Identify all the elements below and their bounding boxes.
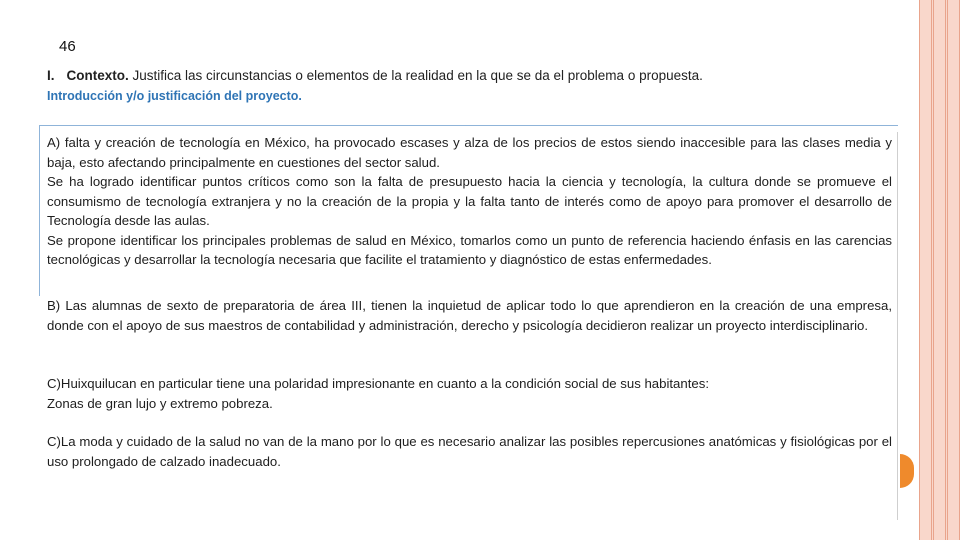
stripe-line [947,0,948,540]
decorative-side-stripes [919,0,960,540]
paragraph-line: A) falta y creación de tecnología en México, ha provocado escases y alza de los precios de estos siendo inaccesible para las clases media y baja, esto afectando principalmente en cuestiones del sector salud. [47,135,892,170]
stripe-line [945,0,946,540]
stripe-line [933,0,934,540]
section-heading [47,68,877,83]
page-number: 46 [59,38,76,55]
stripe-line [931,0,932,540]
subheading: Introducción y/o justificación del proyecto. [47,89,302,103]
paragraph-line: C)Huixquilucan en particular tiene una polaridad impresionante en cuanto a la condición social de sus habitantes: [47,376,709,391]
paragraph-line: Zonas de gran lujo y extremo pobreza. [47,395,273,411]
paragraph-d [47,432,892,471]
paragraph-a [47,133,892,270]
paragraph-c [47,374,892,413]
section-number: I. [47,68,55,83]
section-description: Justifica las circunstancias o elementos de la realidad en la que se da el problema o propuesta. [132,68,703,83]
paragraph-b [47,296,892,335]
paragraph-line: Se ha logrado identificar puntos críticos como son la falta de presupuesto hacia la ciencia y tecnología, la cultura donde se promueve el consumismo de tecnología extranjera y no la creación de la propia y la falta tanto de interés como de apoyo para promover el desarrollo de Tecnología desde las aulas. [47,174,892,228]
paragraph-line: C)La moda y cuidado de la salud no van de la mano por lo que es necesario analizar las posibles repercusiones anatómicas y fisiológicas por el uso prolongado de calzado inadecuado. [47,434,892,469]
paragraph-line: B) Las alumnas de sexto de preparatoria de área III, tienen la inquietud de aplicar todo lo que aprendieron en la creación de una empresa, donde con el apoyo de sus maestros de contabilidad y administración, derecho y psicología decidieron realizar un proyecto interdisciplinario. [47,298,892,333]
paragraph-line: Se propone identificar los principales problemas de salud en México, tomarlos como un punto de referencia haciendo énfasis en las carencias tecnológicas y desarrollar la tecnología necesaria que facilite el tratamiento y diagnóstico de estas enfermedades. [47,232,892,267]
slide-marker-tab [900,454,914,488]
stripe-line [919,0,920,540]
section-title: Contexto. [66,68,129,83]
